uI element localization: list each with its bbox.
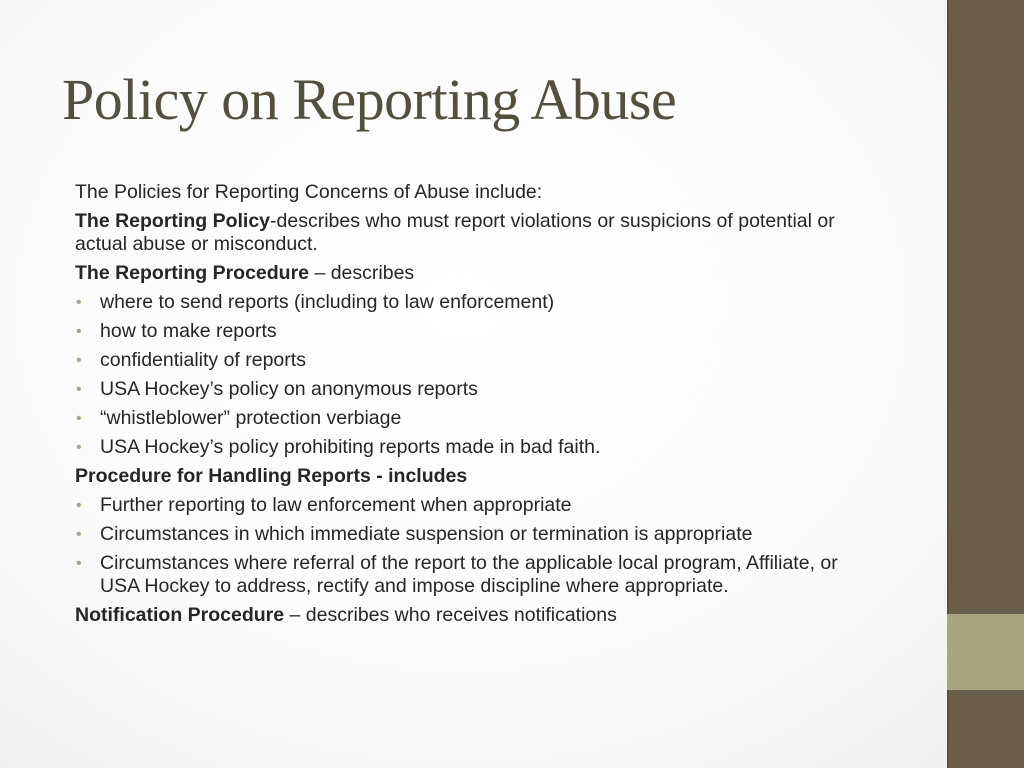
reporting-procedure-paragraph [75,262,875,285]
list-item-text: USA Hockey’s policy prohibiting reports made in bad faith. [100,436,601,458]
reporting-policy-heading: The Reporting Policy [75,210,271,232]
bullet-icon: • [76,439,82,456]
list-item-text: where to send reports (including to law enforcement) [100,291,555,313]
reporting-procedure-heading: The Reporting Procedure [75,262,310,284]
list-item-text: Further reporting to law enforcement when appropriate [100,494,572,516]
list-item [75,436,875,459]
list-item-text: USA Hockey’s policy on anonymous reports [100,378,478,400]
bullet-icon: • [76,323,82,340]
list-item-text: Circumstances in which immediate suspension or termination is appropriate [100,523,753,545]
list-item [75,378,875,401]
notification-procedure-text: – describes who receives notifications [284,604,617,626]
slide-body [75,181,875,633]
bullet-icon: • [76,497,82,514]
sidebar-decoration [947,0,1024,768]
notification-procedure-paragraph [75,604,875,627]
list-item-text: confidentiality of reports [100,349,306,371]
bullet-icon: • [76,352,82,369]
list-item-text: Circumstances where referral of the report to the applicable local program, Affiliate, or USA Hockey to address, rectify and impose discipline where appropriate. [100,552,838,597]
bullet-icon: • [76,555,82,572]
bullet-icon: • [76,410,82,427]
list-item [75,552,875,598]
reporting-policy-text: -describes who must report violations or suspicions of potential or actual abuse or misconduct. [75,210,835,255]
bullet-icon: • [76,381,82,398]
list-item [75,349,875,372]
list-item [75,291,875,314]
intro-text: The Policies for Reporting Concerns of Abuse include: [75,181,543,203]
list-item [75,523,875,546]
reporting-policy-paragraph [75,210,875,256]
reporting-procedure-text: – describes [309,262,415,284]
list-item [75,320,875,343]
handling-procedure-paragraph [75,465,875,488]
bullet-icon: • [76,526,82,543]
handling-procedure-list [75,494,875,598]
list-item-text: “whistleblower” protection verbiage [100,407,402,429]
list-item [75,407,875,430]
reporting-procedure-list [75,291,875,459]
sidebar-accent-band [947,614,1024,690]
list-item [75,494,875,517]
list-item-text: how to make reports [100,320,277,342]
notification-procedure-heading: Notification Procedure [75,604,285,626]
bullet-icon: • [76,294,82,311]
handling-procedure-heading: Procedure for Handling Reports - includes [75,465,468,487]
slide-title: Policy on Reporting Abuse [62,67,677,132]
